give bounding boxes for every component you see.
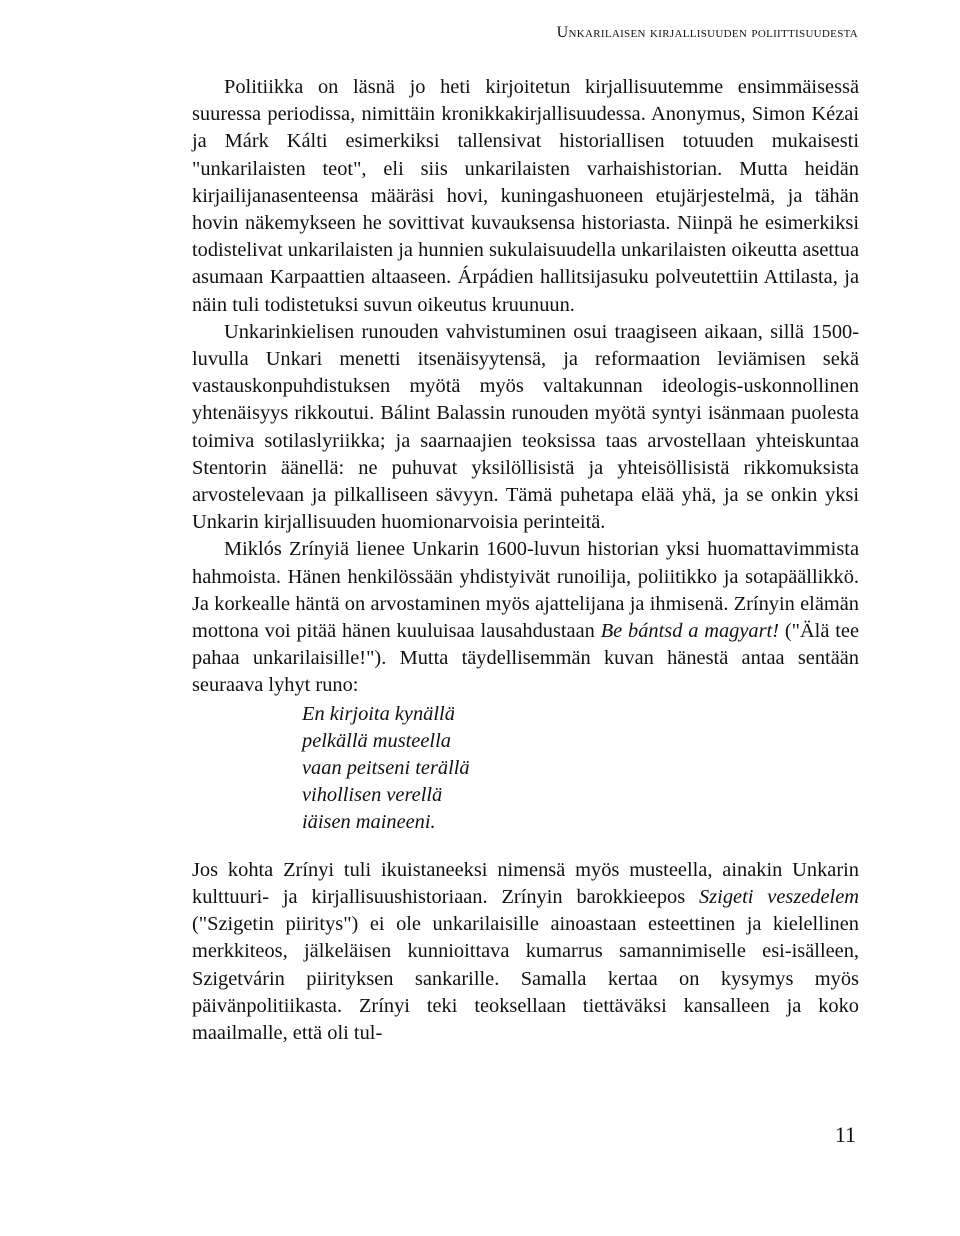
paragraph-szigeti: [192, 857, 859, 1047]
zrinyi-motto: Be bántsd a magyart!: [600, 620, 780, 643]
paragraph-szigeti-end: ("Szigetin piiritys") ei ole unkarilaisille ainoastaan esteettinen ja kielellinen merkkiteos, jälkeläisen kunnioittava kumarrus samannimiselle esi-isälleen, Szigetvárin piirityksen sankarille. Samalla kertaa on kysymys myös päivänpolitiikasta. Zrínyi teki teoksellaan tiettäväksi kansalleen ja koko maailmalle, että oli tul-: [192, 913, 859, 1044]
poem-line: pelkällä musteella: [302, 729, 451, 752]
page-number: 11: [834, 1122, 856, 1147]
paragraph-zrinyi-end: ("Älä tee pahaa unkarilaisille!"). Mutta täydellisemmän kuvan hänestä antaa sentään seuraava lyhyt runo:: [192, 620, 859, 697]
poem-line: vaan peitseni terällä: [302, 757, 470, 780]
paragraph-zrinyi-start: Miklós Zrínyiä lienee Unkarin 1600-luvun historian yksi huomattavimmista hahmoista. Hänen henkilössään yhdistyivät runoilija, poliitikko ja sotapäällikkö. Ja korkealle häntä on arvostaminen myös ajattelijana ja ihmisenä. Zrínyin elämän mottona voi pitää hänen kuuluisaa lausahdustaan: [192, 538, 859, 643]
poem-line: vihollisen verellä: [302, 784, 443, 807]
running-head: Unkarilaisen kirjallisuuden poliittisuudesta: [556, 24, 858, 41]
body-text: [192, 74, 859, 1047]
paragraph-chronicle-literature: Politiikka on läsnä jo heti kirjoitetun kirjallisuutemme ensimmäisessä suuressa periodissa, nimittäin kronikkakirjallisuudessa. Anonymus, Simon Kézai ja Márk Kálti esimerkiksi tallensivat historiallisen totuuden mukaisesti "unkarilaisten teot", eli siis unkarilaisten varhaishistorian. Mutta heidän kirjailijanasenteensa määräsi hovi, kuningashuoneen etujärjestelmä, ja tähän hovin näkemykseen he sovittivat kuvauksensa historiasta. Niinpä he esimerkiksi todistelivat unkarilaisten ja hunnien sukulaisuudella unkarilaisten oikeutta asettua asumaan Karpaattien altaaseen. Árpádien hallitsijasuku polveutettiin Attilasta, ja näin tuli todistetuksi suvun oikeutus kruunuun.: [192, 76, 859, 316]
paragraph-szigeti-start: Jos kohta Zrínyi tuli ikuistaneeksi nimensä myös musteella, ainakin Unkarin kulttuuri- ja kirjallisuushistoriaan. Zrínyin barokkieepos: [192, 858, 859, 908]
paragraph-hungarian-poetry: Unkarinkielisen runouden vahvistuminen osui traagiseen aikaan, sillä 1500-luvulla Unkari menetti itsenäisyytensä, ja reformaation leviämisen sekä vastauskonpuhdistuksen myötä myös valtakunnan ideologis-uskonnollinen yhtenäisyys rikkoutui. Bálint Balassin runouden myötä syntyi isänmaan puolesta toimiva sotilaslyriikka; ja saarnaajien teoksissa taas arvostellaan yhteiskuntaa Stentorin äänellä: ne puhuvat yksilöllisistä ja yhteisöllisistä rikkomuksista arvostelevaan ja pilkalliseen sävyyn. Tämä puhetapa elää yhä, ja se onkin yksi Unkarin kirjallisuuden huomionarvoisia perinteitä.: [192, 320, 859, 534]
poem-line: iäisen maineeni.: [302, 811, 436, 834]
poem: [302, 701, 859, 837]
epic-title: Szigeti veszedelem: [699, 885, 859, 908]
poem-line: En kirjoita kynällä: [302, 702, 455, 725]
paragraph-zrinyi: [192, 536, 859, 699]
